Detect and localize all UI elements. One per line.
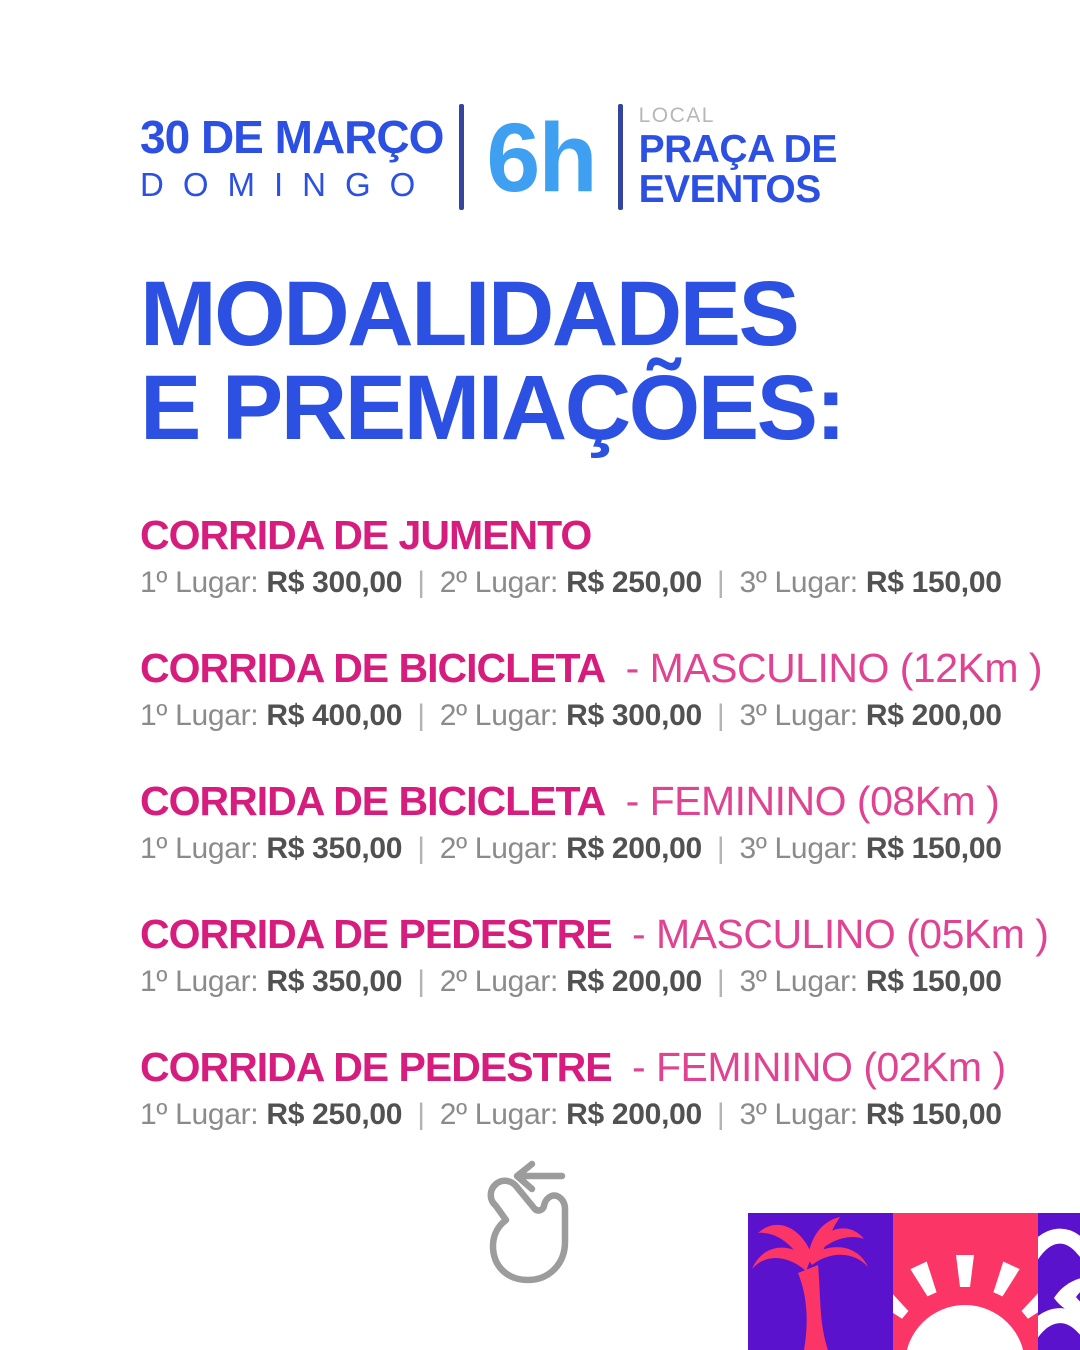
prize-separator: | — [716, 832, 725, 866]
prize-3-label: 3º Lugar: — [739, 965, 858, 999]
prize-3-value: R$ 150,00 — [865, 1098, 1002, 1132]
prize-separator: | — [716, 566, 725, 600]
prize-2-value: R$ 200,00 — [566, 965, 702, 999]
prize-1-value: R$ 250,00 — [266, 1098, 403, 1132]
event-name: CORRIDA DE PEDESTRE — [140, 911, 612, 958]
event-name: CORRIDA DE JUMENTO — [140, 512, 592, 558]
palm-tree-icon — [748, 1213, 893, 1350]
event-section — [140, 911, 1049, 999]
header-divider — [618, 104, 623, 210]
venue-block — [639, 104, 837, 210]
event-prizes — [140, 1098, 1020, 1132]
event-subtitle: - FEMININO (08Km ) — [625, 778, 1000, 825]
prize-2-value: R$ 200,00 — [566, 832, 702, 866]
event-title — [140, 514, 1020, 557]
event-title — [140, 911, 1049, 958]
prize-2-label: 2º Lugar: — [439, 1098, 559, 1132]
prize-separator: | — [417, 699, 425, 733]
prize-1-label: 1º Lugar: — [140, 566, 259, 600]
page-title-line1: MODALIDADES — [140, 263, 798, 365]
prize-2-value: R$ 200,00 — [566, 1098, 702, 1132]
prize-2-label: 2º Lugar: — [439, 566, 559, 600]
prize-3-value: R$ 150,00 — [865, 566, 1002, 600]
prize-separator: | — [417, 832, 425, 866]
swipe-left-hand-icon — [466, 1156, 586, 1296]
event-section — [140, 1046, 1020, 1132]
prize-3-label: 3º Lugar: — [739, 566, 858, 600]
event-section — [140, 514, 1020, 600]
prize-2-value: R$ 300,00 — [566, 699, 702, 733]
prize-1-value: R$ 350,00 — [266, 965, 403, 999]
decorative-tiles — [748, 1213, 1080, 1350]
event-prizes — [140, 832, 1020, 866]
prize-separator: | — [716, 965, 725, 999]
prize-separator: | — [417, 965, 425, 999]
prize-separator: | — [716, 1098, 725, 1132]
prize-1-label: 1º Lugar: — [140, 699, 259, 733]
prize-1-label: 1º Lugar: — [140, 832, 259, 866]
prize-3-value: R$ 150,00 — [865, 832, 1002, 866]
prize-3-label: 3º Lugar: — [739, 1098, 858, 1132]
events-list — [140, 512, 1049, 1179]
prize-separator: | — [417, 566, 425, 600]
event-subtitle: - MASCULINO (12Km ) — [625, 645, 1043, 692]
event-title — [140, 780, 1020, 823]
event-date: 30 DE MARÇO — [140, 111, 444, 164]
event-title — [140, 1046, 1020, 1089]
prize-separator: | — [417, 1098, 425, 1132]
waves-fish-icon — [1038, 1213, 1080, 1350]
event-section — [140, 645, 1043, 733]
header-divider — [459, 104, 464, 210]
prize-2-value: R$ 250,00 — [566, 566, 702, 600]
prize-1-label: 1º Lugar: — [140, 1098, 259, 1132]
event-day: DOMINGO — [140, 166, 435, 204]
prize-3-label: 3º Lugar: — [739, 699, 858, 733]
event-header — [140, 104, 837, 210]
event-name: CORRIDA DE PEDESTRE — [140, 1044, 612, 1091]
prize-2-label: 2º Lugar: — [439, 699, 559, 733]
prize-3-value: R$ 200,00 — [865, 699, 1002, 733]
prize-1-value: R$ 400,00 — [266, 699, 403, 733]
event-section — [140, 780, 1020, 866]
prize-1-value: R$ 300,00 — [266, 566, 403, 600]
prize-1-label: 1º Lugar: — [140, 965, 259, 999]
prize-3-value: R$ 150,00 — [865, 965, 1002, 999]
date-block — [140, 110, 443, 204]
prize-1-value: R$ 350,00 — [266, 832, 403, 866]
page-title-line2: E PREMIAÇÕES: — [140, 356, 844, 459]
venue-name-line2: EVENTOS — [638, 168, 821, 212]
venue-label: LOCAL — [638, 104, 715, 127]
prize-3-label: 3º Lugar: — [739, 832, 858, 866]
sun-icon — [893, 1213, 1038, 1350]
event-name: CORRIDA DE BICICLETA — [140, 645, 606, 692]
event-title — [140, 645, 1043, 692]
event-name: CORRIDA DE BICICLETA — [140, 778, 606, 825]
event-time: 6h — [486, 102, 596, 212]
prize-2-label: 2º Lugar: — [439, 832, 559, 866]
prize-2-label: 2º Lugar: — [439, 965, 559, 999]
event-subtitle: - MASCULINO (05Km ) — [631, 911, 1049, 958]
event-prizes — [140, 566, 1020, 600]
event-subtitle: - FEMININO (02Km ) — [631, 1044, 1006, 1091]
event-prizes — [140, 699, 1020, 733]
page-title — [140, 263, 844, 459]
prize-separator: | — [716, 699, 725, 733]
event-prizes — [140, 965, 1020, 999]
venue-name-line1: PRAÇA DE — [638, 128, 837, 171]
